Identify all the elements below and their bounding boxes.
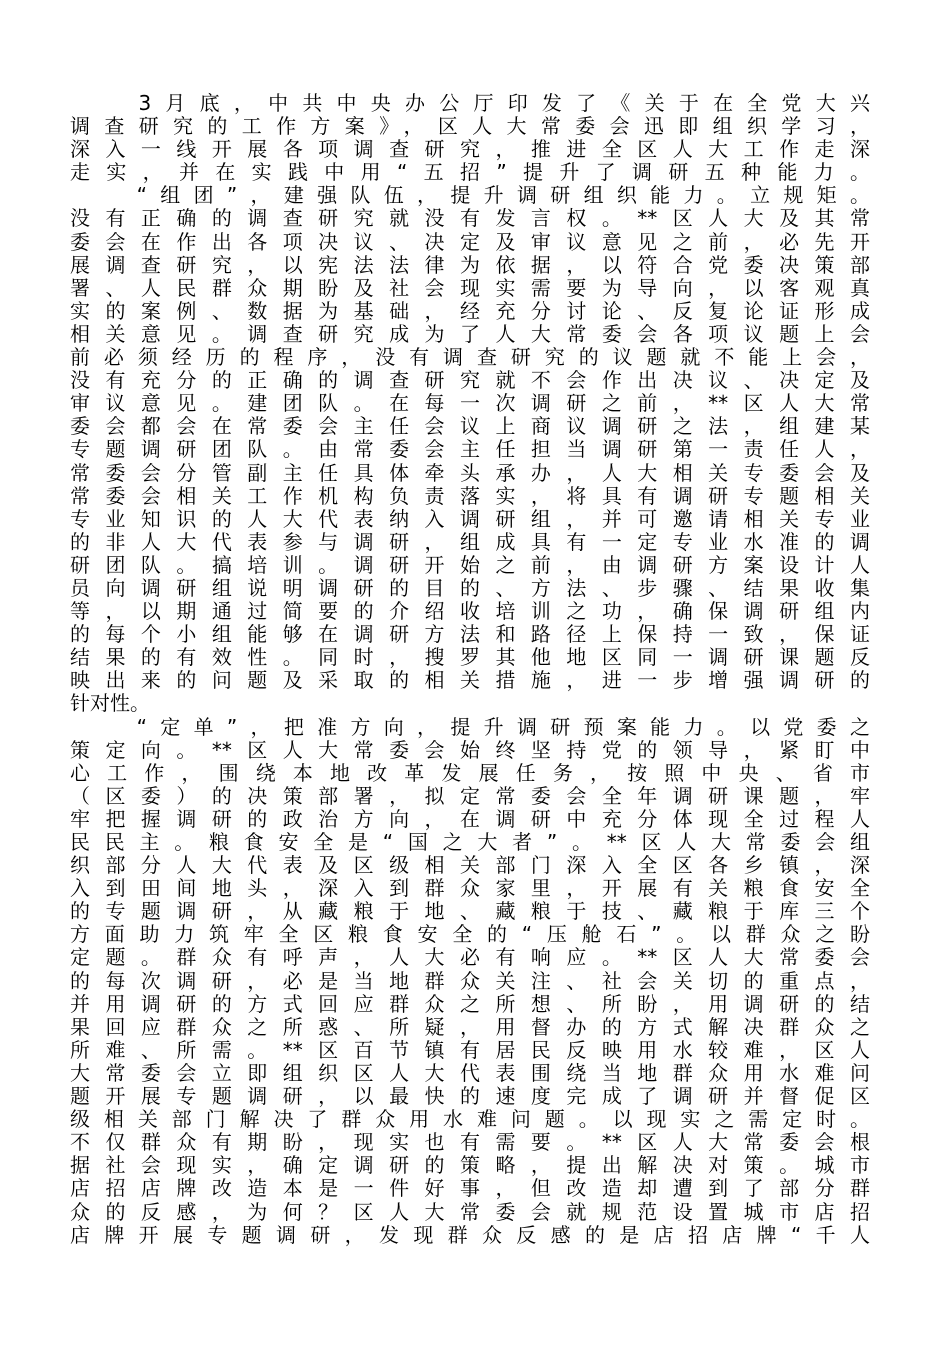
text-line: 果回应群众之所惑、所疑，用督办的方式解决群众之 bbox=[70, 1014, 870, 1039]
text-line: 署、人民群众期盼及社会现实需要为导向，以客观真 bbox=[70, 275, 870, 300]
text-line: 的非人大代表参与调研，组成具有一定专业水准的调 bbox=[70, 529, 870, 554]
text-line: 大常委会立即组织区人大代表围绕当地群众用水难问 bbox=[70, 1060, 870, 1085]
text-line: 委会都会在常委会主任会议上商议调研之法，组建某 bbox=[70, 414, 870, 439]
text-line: 入到田间地头，深入到群众家里，开展有关粮食安全 bbox=[70, 876, 870, 901]
text-line: 3月底，中共中央办公厅印发了《关于在全党大兴 bbox=[70, 91, 870, 115]
text-line: 结果的有效性。同时，搜罗其他地区同一调研课题反 bbox=[70, 645, 870, 670]
text-line: 定题。群众有呼声，人大必有响应。**区人大常委会 bbox=[70, 945, 870, 970]
text-line: 展调查研究，以宪法法律为依据，以符合党委决策部 bbox=[70, 252, 870, 277]
text-line: 专业知识的人大代表纳入调研组，并可邀请相关专业 bbox=[70, 506, 870, 531]
text-line: “组团”，建强队伍，提升调研组织能力。立规矩。 bbox=[70, 183, 870, 208]
text-line: 实的案例、数据为基础，经充分讨论、反复论证形成 bbox=[70, 298, 870, 323]
text-line: 的每次调研，必是当地群众关注、社会关切的重点， bbox=[70, 968, 870, 993]
text-line: 牢把握调研的政治方向，在调研中充分体现全过程人 bbox=[70, 806, 870, 831]
text-line: 审议意见。建团队。在每一次调研之前，**区人大常 bbox=[70, 391, 870, 416]
text-line: 众的反感，为何？区人大常委会就规范设置城市店招 bbox=[70, 1199, 870, 1224]
text-line: 级相关部门解决了群众用水难问题。以现实之需定时。 bbox=[70, 1107, 870, 1132]
text-line: 没有正确的调查研究就没有发言权。**区人大及其常 bbox=[70, 206, 870, 231]
text-line: 员向调研组说明调研的目的、方法、步骤、结果收集 bbox=[70, 575, 870, 600]
body-text bbox=[70, 92, 870, 1247]
text-line: “定单”，把准方向，提升调研预案能力。以党委之 bbox=[70, 714, 870, 739]
text-line: 不仅群众有期盼，现实也有需要。**区人大常委会根 bbox=[70, 1130, 870, 1155]
text-line: 委会在作出各项决议、决定及审议意见之前，必先开 bbox=[70, 229, 870, 254]
text-line: 专题调研团队。由常委会主任担当调研第一责任人， bbox=[70, 437, 870, 462]
text-line: 织部分人大代表及区级相关部门深入全区各乡镇，深 bbox=[70, 853, 870, 878]
text-line: 调查研究的工作方案》，区人大常委会迅即组织学习， bbox=[70, 114, 870, 139]
text-line: 策定向。**区人大常委会始终坚持党的领导，紧盯中 bbox=[70, 737, 870, 762]
text-line: 心工作，围绕本地改革发展任务，按照中央、省市 bbox=[70, 760, 870, 785]
text-line: 常委会相关工作机构负责落实，将具有调研专题相关 bbox=[70, 483, 870, 508]
text-line: 民民主。粮食安全是“国之大者”。**区人大常委会组 bbox=[70, 830, 870, 854]
text-line: 据社会现实，确定调研的策略，提出解决对策。城市 bbox=[70, 1153, 870, 1178]
text-line: 店招店牌改造本是一件好事，但改造却遭到了部分群 bbox=[70, 1176, 870, 1201]
text-line: 题开展专题调研，以最快的速度完成了调研并督促区 bbox=[70, 1084, 870, 1109]
text-line: 的专题调研，从藏粮于地、藏粮于技、藏粮于库三个 bbox=[70, 899, 870, 924]
text-line: 等，以期通过简要的介绍收培训之功，确保调研组内 bbox=[70, 599, 870, 624]
text-line: 深入一线开展各项调查研究，推进全区人大工作走深 bbox=[70, 137, 870, 162]
text-line: 走实，并在实践中用“五招”提升了调研五种能力。 bbox=[70, 160, 870, 185]
text-line: 研团队。搞培训。调研开始之前，由调研方案设计人 bbox=[70, 552, 870, 577]
text-line: 没有充分的正确的调查研究就不会作出决议、决定及 bbox=[70, 368, 870, 393]
text-line: 并用调研的方式回应群众之所想、所盼，用调研的结 bbox=[70, 991, 870, 1016]
text-line: （区委）的决策部署，拟定常委会全年调研课题，牢 bbox=[70, 783, 870, 808]
text-line: 前必须经历的程序，没有调查研究的议题就不能上会， bbox=[70, 345, 870, 370]
text-line: 相关意见。调查研究成为了人大常委会各项议题上会 bbox=[70, 321, 870, 346]
text-line: 店牌开展专题调研，发现群众反感的是店招店牌“千人 bbox=[70, 1222, 870, 1247]
text-line: 针对性。 bbox=[70, 691, 150, 716]
text-line: 方面助力筑牢全区粮食安全的“压舱石”。以群众之盼 bbox=[70, 922, 870, 947]
text-line: 所难、所需。**区百节镇有居民反映用水较难，区人 bbox=[70, 1037, 870, 1062]
text-line: 常委会分管副主任具体牵头承办，人大相关专委会及 bbox=[70, 460, 870, 485]
text-line: 映出来的问题及采取的相关措施，进一步增强调研的 bbox=[70, 668, 870, 693]
text-line: 的每个小组能够在调研方法和路径上保持一致，保证 bbox=[70, 622, 870, 647]
